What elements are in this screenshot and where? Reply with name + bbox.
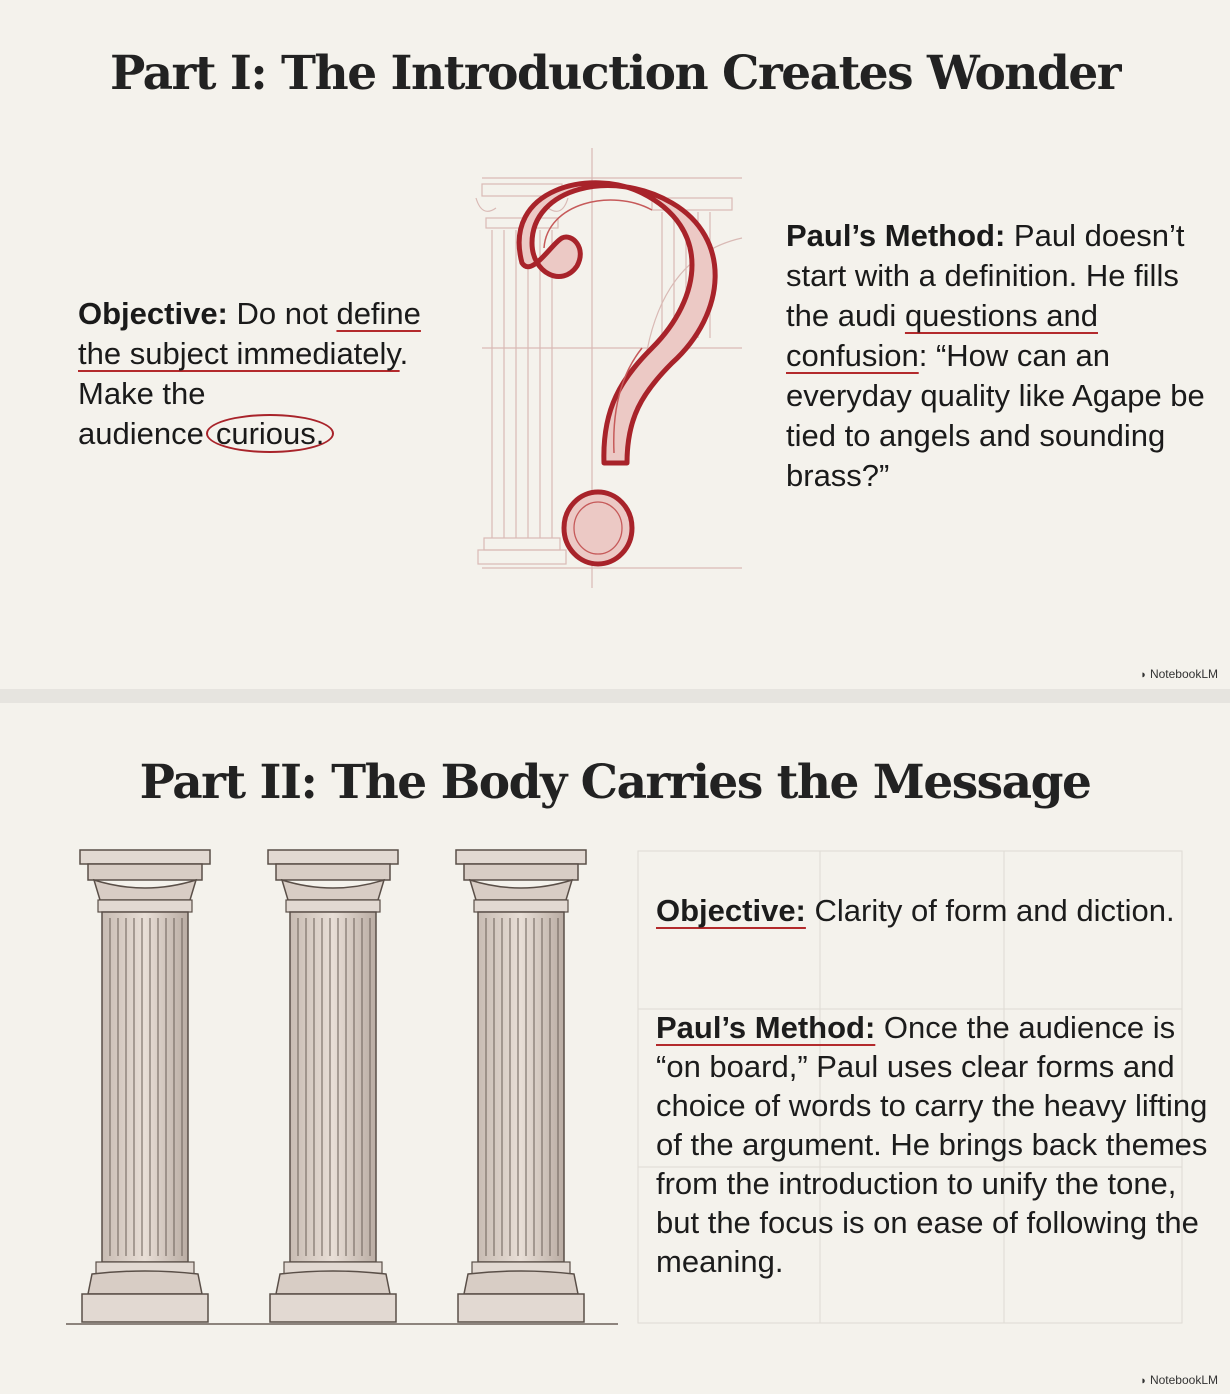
method-underlined: questions and confusion xyxy=(786,298,1098,373)
slide-divider xyxy=(0,689,1230,703)
watermark xyxy=(1140,667,1218,681)
slide-body xyxy=(0,703,1230,1394)
method-part2: : “How can an everyday quality like Agape be tied to angels and sounding brass?” xyxy=(786,338,1205,493)
slide-title: Part II: The Body Carries the Message xyxy=(139,755,1091,810)
method-text xyxy=(656,1008,1221,1281)
method-part1: Paul doesn’t start with a definition. He fills the audi xyxy=(786,218,1185,333)
watermark-label: NotebookLM xyxy=(1149,1373,1218,1387)
method-body: Once the audience is “on board,” Paul uses clear forms and choice of words to carry the heavy lifting of the argument. He brings back themes from the introduction to unify the tone, but the focus is on ease of following the meaning. xyxy=(656,1010,1208,1279)
notebooklm-logo-icon: ◗ xyxy=(1140,669,1147,681)
watermark xyxy=(1140,1373,1218,1387)
method-label: Paul’s Method: xyxy=(786,218,1006,253)
objective-label: Objective: xyxy=(656,893,806,928)
objective-underlined: define the subject immediately xyxy=(78,296,421,371)
objective-part2: . Make the audience xyxy=(78,336,409,451)
objective-label: Objective: xyxy=(78,296,228,331)
slide-title: Part I: The Introduction Creates Wonder xyxy=(109,46,1120,101)
method-text xyxy=(786,216,1216,496)
notebooklm-logo-icon: ◗ xyxy=(1140,1375,1147,1387)
slide-intro xyxy=(0,0,1230,689)
method-label: Paul’s Method: xyxy=(656,1010,876,1045)
objective-body: Clarity of form and diction. xyxy=(805,893,1175,928)
question-mark-column-illustration xyxy=(462,148,762,588)
objective-text xyxy=(78,294,438,454)
objective-circled: curious. xyxy=(206,414,335,453)
objective-part1: Do not xyxy=(227,296,337,331)
watermark-label: NotebookLM xyxy=(1149,667,1218,681)
three-pillars-illustration xyxy=(62,848,622,1338)
objective-text xyxy=(656,891,1221,930)
